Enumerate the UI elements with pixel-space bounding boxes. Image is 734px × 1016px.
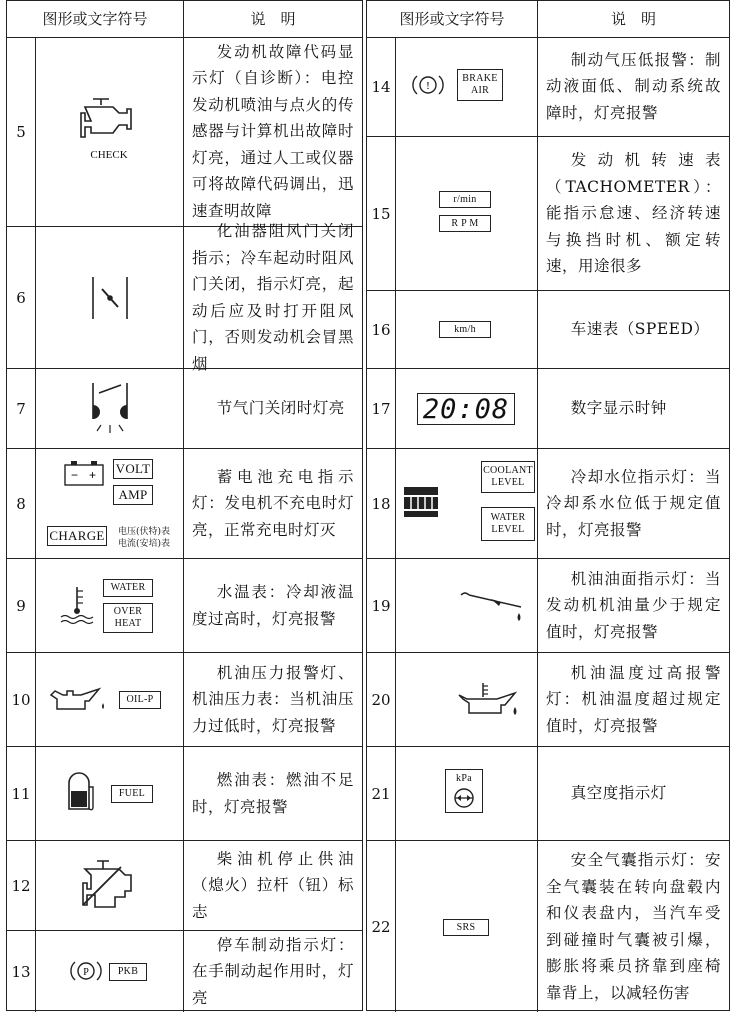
- vacuum-symbol-icon: [452, 787, 476, 809]
- vacuum-gauge-icon: [445, 769, 483, 813]
- voltmeter-note: 电压(伏特)表: [117, 527, 171, 537]
- coolant-level-label: COOLANT LEVEL: [481, 461, 535, 493]
- description: 蓄电池充电指示灯：发电机不充电时灯亮，正常充电时灯灭: [192, 467, 354, 539]
- description: 燃油表：燃油不足时，灯亮报警: [192, 771, 354, 816]
- row-number: 16: [367, 291, 396, 368]
- description: 数字显示时钟: [570, 399, 667, 418]
- oil-pressure-label: OIL-P: [119, 691, 161, 709]
- description: 柴油机停止供油（熄火）拉杆（钮）标志: [192, 849, 354, 921]
- fuel-cutoff-icon: [69, 859, 139, 911]
- fuel-label: FUEL: [111, 785, 153, 803]
- description: 车速表（SPEED）: [570, 320, 710, 339]
- symbol-cell: [35, 449, 184, 558]
- description: 安全气囊指示灯：安全气囊装在转向盘毂内和仪表盘内，当汽车受到碰撞时气囊被引爆，膨胀将乘员挤靠到座椅靠背上，以减轻伤害: [546, 851, 721, 1002]
- symbol-cell: [35, 369, 184, 448]
- table-row: [7, 449, 362, 559]
- symbol-cell: [395, 137, 538, 290]
- header-description: 说 明: [610, 10, 656, 28]
- description: 机油压力报警灯、机油压力表：当机油压力过低时，灯亮报警: [192, 663, 354, 735]
- header-symbol: 图形或文字符号: [7, 1, 184, 37]
- row-number: 18: [367, 449, 396, 558]
- symbol-cell: [35, 653, 184, 746]
- oil-can-icon: [51, 685, 111, 713]
- brake-warning-icon: [411, 73, 445, 97]
- water-label: WATER: [103, 579, 153, 597]
- row-number: 14: [367, 37, 396, 136]
- svg-text:−: −: [71, 468, 79, 482]
- table-row: [7, 37, 362, 227]
- battery-icon: [63, 457, 107, 487]
- symbol-cell: [395, 37, 538, 136]
- kpa-label: kPa: [456, 773, 472, 784]
- description: 真空度指示灯: [570, 784, 667, 803]
- symbol-cell: [35, 841, 184, 930]
- row-number: 11: [7, 747, 36, 840]
- symbol-cell: [395, 653, 538, 746]
- dipstick-icon: [457, 587, 527, 625]
- table-row: [7, 747, 362, 841]
- table-left: [6, 0, 363, 1011]
- check-label: CHECK: [90, 149, 128, 161]
- description: 冷却水位指示灯：当冷却系水位低于规定值时，灯亮报警: [546, 467, 721, 539]
- row-number: 13: [7, 931, 36, 1012]
- rpm-label: R P M: [439, 215, 491, 232]
- table-row: [367, 137, 729, 291]
- srs-label: SRS: [443, 919, 489, 936]
- table-row: [367, 559, 729, 653]
- brake-air-label: BRAKE AIR: [457, 69, 503, 101]
- description: 机油温度过高报警灯：机油温度超过规定值时，灯亮报警: [546, 663, 721, 735]
- table-header: [7, 1, 362, 38]
- parking-brake-icon: [69, 959, 103, 983]
- kmh-label: km/h: [439, 321, 491, 338]
- table-row: [367, 841, 729, 1012]
- symbol-cell: [395, 841, 538, 1012]
- oil-temp-icon: [455, 681, 525, 721]
- engine-icon: [75, 93, 135, 139]
- description: 发动机转速表（TACHOMETER）：能指示怠速、经济转速与换挡时机、额定转速，用途很多: [546, 151, 721, 276]
- choke-icon: [85, 275, 135, 321]
- table-row: [367, 291, 729, 369]
- table-header: [367, 1, 729, 38]
- amp-label: AMP: [113, 485, 153, 505]
- row-number: 22: [367, 841, 396, 1012]
- water-level-label: WATER LEVEL: [481, 507, 535, 541]
- brake-exclamation-glyph: !: [426, 80, 430, 92]
- table-row: [367, 653, 729, 747]
- rmin-label: r/min: [439, 191, 491, 208]
- table-row: [7, 841, 362, 931]
- symbol-cell: [395, 747, 538, 840]
- symbol-cell: [395, 449, 538, 558]
- row-number: 17: [367, 369, 396, 448]
- row-number: 10: [7, 653, 36, 746]
- coolant-temp-icon: [59, 585, 95, 627]
- symbol-cell: [35, 747, 184, 840]
- table-row: [7, 222, 362, 373]
- header-symbol: 图形或文字符号: [367, 1, 538, 37]
- svg-text:+: +: [89, 468, 97, 482]
- row-number: 7: [7, 369, 36, 448]
- table-row: [367, 747, 729, 841]
- digital-clock-display: 20:08: [417, 393, 515, 425]
- table-right: [366, 0, 730, 1011]
- row-number: 15: [367, 137, 396, 290]
- row-number: 8: [7, 449, 36, 558]
- ammeter-note: 电流(安培)表: [117, 539, 171, 549]
- overheat-label: OVER HEAT: [103, 603, 153, 633]
- table-row: [7, 931, 362, 1012]
- symbol-cell: [35, 931, 184, 1012]
- row-number: 9: [7, 559, 36, 652]
- description: 化油器阻风门关闭指示；冷车起动时阻风门关闭，指示灯亮，起动后应及时打开阻风门，否则发动机会冒黑烟: [192, 222, 354, 373]
- radiator-icon: [401, 483, 441, 523]
- row-number: 21: [367, 747, 396, 840]
- symbol-cell: [395, 291, 538, 368]
- row-number: 19: [367, 559, 396, 652]
- table-row: [7, 653, 362, 747]
- pkb-label: PKB: [109, 963, 147, 981]
- symbol-cell: [35, 227, 184, 368]
- parking-p-glyph: P: [83, 967, 89, 978]
- description: 发动机故障代码显示灯（自诊断）：电控发动机喷油与点火的传感器与计算机出故障时灯亮，通过人工或仪器可将故障代码调出，迅速查明故障: [192, 42, 354, 220]
- charge-label: CHARGE: [47, 526, 107, 546]
- row-number: 5: [7, 37, 36, 226]
- row-number: 6: [7, 227, 36, 368]
- fuel-pump-icon: [65, 773, 99, 813]
- symbol-cell: [35, 37, 184, 226]
- table-row: [7, 369, 362, 449]
- symbol-cell: [395, 559, 538, 652]
- throttle-icon: [85, 381, 135, 437]
- row-number: 12: [7, 841, 36, 930]
- symbol-cell: [35, 559, 184, 652]
- description: 节气门关闭时灯亮: [216, 399, 345, 418]
- table-row: [367, 369, 729, 449]
- description: 机油油面指示灯：当发动机机油量少于规定值时，灯亮报警: [546, 569, 721, 641]
- table-row: [7, 559, 362, 653]
- volt-label: VOLT: [113, 459, 153, 479]
- description: 制动气压低报警：制动液面低、制动系统故障时，灯亮报警: [546, 50, 721, 122]
- symbol-cell: [395, 369, 538, 448]
- table-row: [367, 37, 729, 137]
- description: 水温表：冷却液温度过高时，灯亮报警: [192, 583, 354, 628]
- description: 停车制动指示灯：在手制动起作用时，灯亮: [192, 935, 354, 1007]
- table-row: [367, 449, 729, 559]
- row-number: 20: [367, 653, 396, 746]
- header-description: 说 明: [250, 10, 296, 28]
